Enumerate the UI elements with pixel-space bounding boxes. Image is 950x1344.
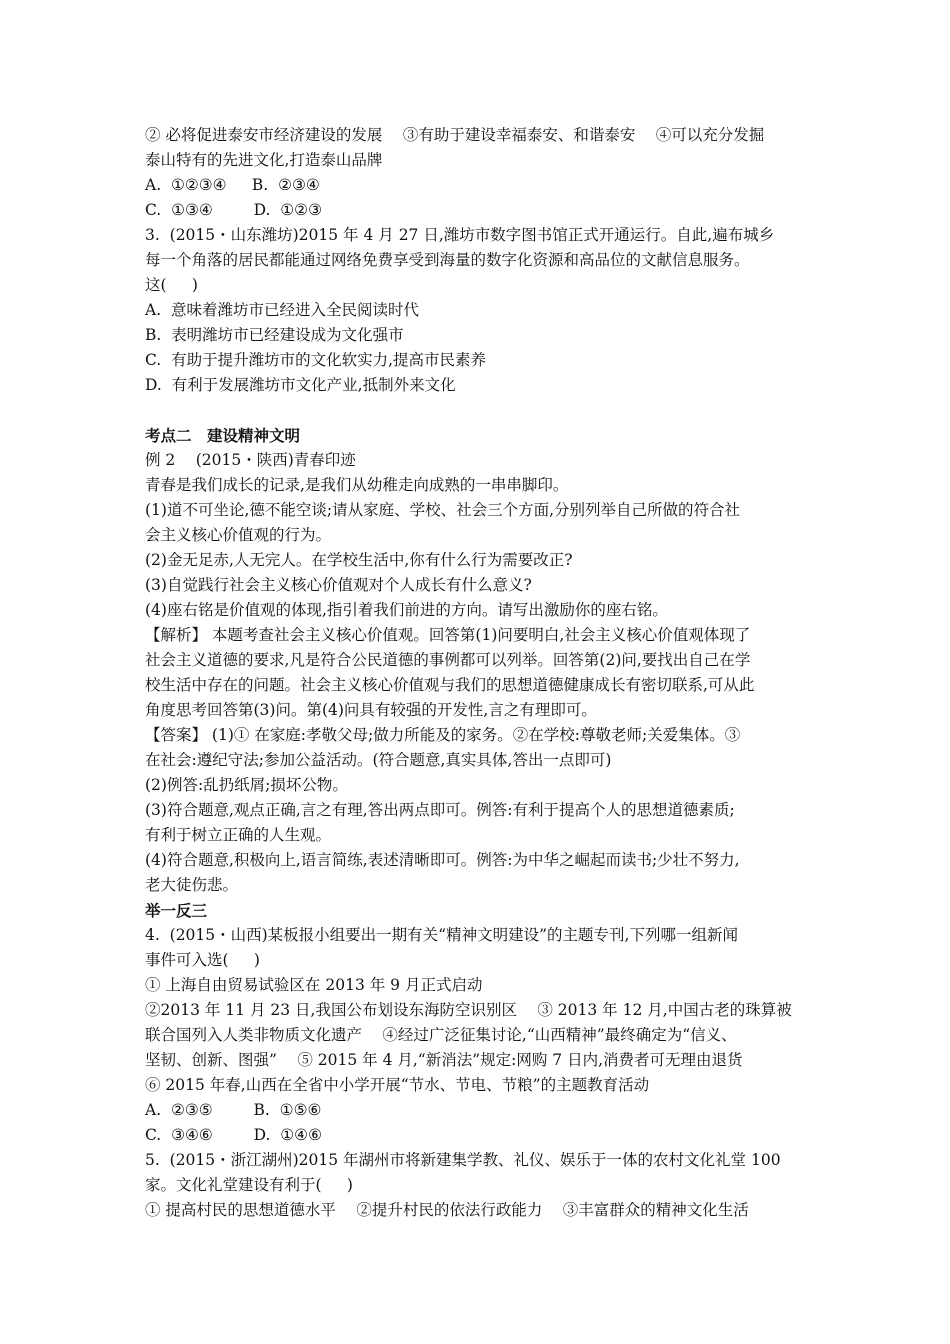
question-2-choices-line: A. ①②③④ B. ②③④: [145, 176, 320, 194]
question-2-options-line: 泰山特有的先进文化,打造泰山品牌: [145, 151, 383, 169]
question-3-stem: 每一个角落的居民都能通过网络免费享受到海量的数字化资源和高品位的文献信息服务。: [145, 251, 750, 269]
question-4-item: ②2013 年 11 月 23 日,我国公布划设东海防空识别区 ③ 2013 年 12 月,中国古老的珠算被: [145, 1001, 792, 1019]
question-3-stem: 3. (2015・山东潍坊)2015 年 4 月 27 日,潍坊市数字图书馆正式开通运行。自此,遍布城乡: [145, 226, 775, 244]
answer-3: 有利于树立正确的人生观。: [145, 826, 332, 844]
example-2-question-4: (4)座右铭是价值观的体现,指引着我们前进的方向。请写出激励你的座右铭。: [145, 601, 668, 619]
answer-3: (3)符合题意,观点正确,言之有理,答出两点即可。例答:有利于提高个人的思想道德素质;: [145, 801, 735, 819]
example-2-question-1: (1)道不可坐论,德不能空谈;请从家庭、学校、社会三个方面,分别列举自己所做的符合社: [145, 501, 741, 519]
question-3-option-d: D. 有利于发展潍坊市文化产业,抵制外来文化: [145, 376, 456, 394]
question-5-items: ① 提高村民的思想道德水平 ②提升村民的依法行政能力 ③丰富群众的精神文化生活: [145, 1201, 749, 1219]
question-4-choices: [145, 1098, 810, 1148]
analysis-paragraph: 角度思考回答第(3)问。第(4)问具有较强的开发性,言之有理即可。: [145, 701, 597, 719]
answer-4: (4)符合题意,积极向上,语言简练,表述清晰即可。例答:为中华之崛起而读书;少壮不努力,: [145, 851, 740, 869]
question-4-stem: 事件可入选( ): [145, 951, 260, 969]
question-2-continuation: [145, 123, 810, 223]
question-2-options-line: ② 必将促进泰安市经济建设的发展 ③有助于建设幸福泰安、和谐泰安 ④可以充分发掘: [145, 126, 765, 144]
document-page: [145, 123, 810, 1223]
section-spacer: [145, 398, 810, 423]
question-4-item: 联合国列入人类非物质文化遗产 ④经过广泛征集讨论,“山西精神”最终确定为“信义、: [145, 1026, 737, 1044]
analysis-paragraph: 【解析】 本题考查社会主义核心价值观。回答第(1)问要明白,社会主义核心价值观体现了: [145, 626, 751, 644]
section-2: [145, 423, 810, 898]
question-5-stem: 5. (2015・浙江湖州)2015 年湖州市将新建集学教、礼仪、娱乐于一体的农村文化礼堂 100: [145, 1151, 781, 1169]
question-3-option-b: B. 表明潍坊市已经建设成为文化强市: [145, 326, 404, 344]
answer-paragraph: 在社会:遵纪守法;参加公益活动。(符合题意,真实具体,答出一点即可): [145, 751, 612, 769]
question-4-item: ① 上海自由贸易试验区在 2013 年 9 月正式启动: [145, 976, 483, 994]
practice-section: [145, 898, 810, 1223]
example-2-intro: 青春是我们成长的记录,是我们从幼稚走向成熟的一串串脚印。: [145, 476, 569, 494]
practice-heading: 举一反三: [145, 901, 208, 920]
answer-2: (2)例答:乱扔纸屑;损坏公物。: [145, 776, 348, 794]
question-3-option-c: C. 有助于提升潍坊市的文化软实力,提高市民素养: [145, 351, 487, 369]
example-2-question-3: (3)自觉践行社会主义核心价值观对个人成长有什么意义?: [145, 576, 532, 594]
question-4-choices-line: A. ②③⑤ B. ①⑤⑥: [145, 1101, 322, 1119]
question-3-stem: 这( ): [145, 276, 198, 294]
analysis-paragraph: 社会主义道德的要求,凡是符合公民道德的事例都可以列举。回答第(2)问,要找出自己在学: [145, 651, 751, 669]
question-2-choices: [145, 173, 810, 223]
section-2-heading: 考点二 建设精神文明: [145, 426, 301, 445]
example-2-question-2: (2)金无足赤,人无完人。在学校生活中,你有什么行为需要改正?: [145, 551, 573, 569]
question-2-choices-line: C. ①③④ D. ①②③: [145, 201, 322, 219]
question-5-stem: 家。文化礼堂建设有利于( ): [145, 1176, 353, 1194]
example-2-question-1: 会主义核心价值观的行为。: [145, 526, 332, 544]
example-2-title: 例 2 (2015・陕西)青春印迹: [145, 451, 356, 469]
analysis-paragraph: 校生活中存在的问题。社会主义核心价值观与我们的思想道德健康成长有密切联系,可从此: [145, 676, 755, 694]
question-3: [145, 223, 810, 398]
question-4-choices-line: C. ③④⑥ D. ①④⑥: [145, 1126, 322, 1144]
question-4-item: ⑥ 2015 年春,山西在全省中小学开展“节水、节电、节粮”的主题教育活动: [145, 1076, 650, 1094]
answer-4: 老大徒伤悲。: [145, 876, 239, 894]
question-3-option-a: A. 意味着潍坊市已经进入全民阅读时代: [145, 301, 419, 319]
answer-paragraph: 【答案】 (1)① 在家庭:孝敬父母;做力所能及的家务。②在学校:尊敬老师;关爱集体。③: [145, 726, 741, 744]
question-4-stem: 4. (2015・山西)某板报小组要出一期有关“精神文明建设”的主题专刊,下列哪一组新闻: [145, 926, 738, 944]
question-4-item: 坚韧、创新、图强” ⑤ 2015 年 4 月,“新消法”规定:网购 7 日内,消费者可无理由退货: [145, 1051, 743, 1069]
